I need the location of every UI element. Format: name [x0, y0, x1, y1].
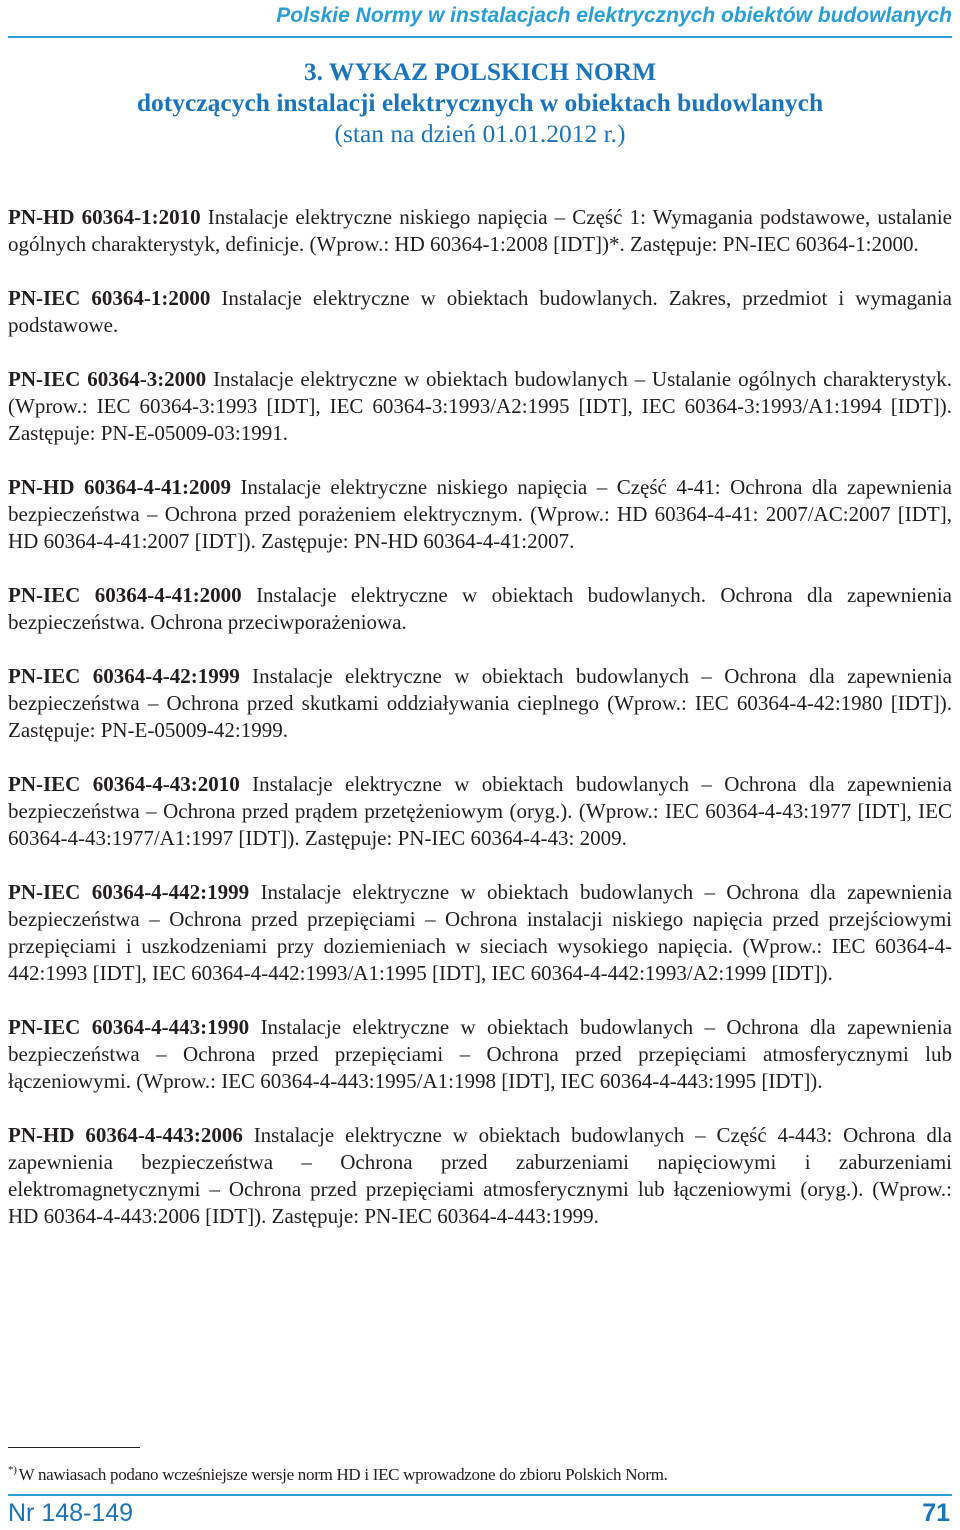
footnote-divider [8, 1447, 140, 1448]
footnote-mark: *) [8, 1464, 17, 1476]
footnote [8, 1459, 668, 1486]
standard-description: Instalacje elektryczne w obiektach budowlanych – Ochrona dla zapewnienia bezpieczeństwa – Ochrona przed skutkami oddziaływania cieplnego (Wprow.: IEC 60364-4-42:1980 [IDT]). Zastępuje: PN-E-05009-42:1999. [8, 664, 953, 742]
standard-code: PN-HD 60364-1:2010 [8, 205, 201, 229]
standard-code: PN-IEC 60364-4-43:2010 [8, 772, 240, 796]
section-title-line-1: 3. WYKAZ POLSKICH NORM [303, 57, 657, 86]
standard-description: Instalacje elektryczne w obiektach budowlanych – Ochrona dla zapewnienia bezpieczeństwa – Ochrona przed przepięciami – Ochrona instalacji niskiego napięcia przed przejściowymi przepięciami i uszkodzeniami przy doziemieniach w sieciach wysokiego napięcia. (Wprow.: IEC 60364-4-442:1993 [IDT], IEC 60364-4-442:1993/A1:1995 [IDT], IEC 60364-4-442:1993/A2:1999 [IDT]). [8, 880, 953, 985]
issue-number: Nr 148-149 [8, 1499, 134, 1527]
standard-code: PN-HD 60364-4-41:2009 [8, 475, 231, 499]
standard-code: PN-IEC 60364-4-443:1990 [8, 1015, 250, 1039]
standards-list [8, 204, 952, 1257]
standard-code: PN-IEC 60364-3:2000 [8, 367, 207, 391]
section-title [0, 56, 960, 149]
page-number: 71 [922, 1499, 950, 1527]
standard-code: PN-HD 60364-4-443:2006 [8, 1123, 243, 1147]
standard-description: Instalacje elektryczne w obiektach budowlanych – Część 4-443: Ochrona dla zapewnienia bezpieczeństwa – Ochrona przed zaburzeniami napięciowymi i zaburzeniami elektromagnetycznymi – Ochrona przed przepięciami atmosferycznymi lub łączeniowymi (oryg.). (Wprow.: HD 60364-4-443:2006 [IDT]). Zastępuje: PN-IEC 60364-4-443:1999. [8, 1123, 952, 1228]
footer-divider [8, 1494, 952, 1496]
header-divider [8, 36, 952, 38]
standard-description: Instalacje elektryczne w obiektach budowlanych – Ochrona dla zapewnienia bezpieczeństwa – Ochrona przed przepięciami – Ochrona przed przepięciami atmosferycznymi lub łączeniowymi. (Wprow.: IEC 60364-4-443:1995/A1:1998 [IDT], IEC 60364-4-443:1995 [IDT]). [8, 1015, 953, 1093]
standard-code: PN-IEC 60364-4-42:1999 [8, 664, 240, 688]
section-title-line-2: dotyczących instalacji elektrycznych w obiektach budowlanych [136, 88, 824, 117]
standard-entry [8, 1014, 952, 1095]
standard-code: PN-IEC 60364-4-41:2000 [8, 583, 242, 607]
standard-description: Instalacje elektryczne niskiego napięcia – Część 4-41: Ochrona dla zapewnienia bezpieczeństwa – Ochrona przed porażeniem elektrycznym. (Wprow.: HD 60364-4-41: 2007/AC:2007 [IDT], HD 60364-4-41:2007 [IDT]). Zastępuje: PN-HD 60364-4-41:2007. [8, 475, 952, 553]
standard-description: Instalacje elektryczne w obiektach budowlanych. Ochrona dla zapewnienia bezpieczeństwa. Ochrona przeciwporażeniowa. [8, 583, 952, 634]
standard-entry [8, 474, 952, 555]
standard-entry [8, 285, 952, 339]
standard-entry [8, 663, 952, 744]
standard-entry [8, 771, 952, 852]
standard-description: Instalacje elektryczne w obiektach budowlanych – Ochrona dla zapewnienia bezpieczeństwa – Ochrona przed prądem przetężeniowym (oryg.). (Wprow.: IEC 60364-4-43:1977 [IDT], IEC 60364-4-43:1977/A1:1997 [IDT]). Zastępuje: PN-IEC 60364-4-43: 2009. [8, 772, 953, 850]
standard-code: PN-IEC 60364-4-442:1999 [8, 880, 250, 904]
standard-entry [8, 582, 952, 636]
standard-entry [8, 879, 952, 987]
running-title: Polskie Normy w instalacjach elektrycznych obiektów budowlanych [276, 4, 952, 27]
footnote-text: W nawiasach podano wcześniejsze wersje norm HD i IEC wprowadzone do zbioru Polskich Norm. [18, 1465, 668, 1484]
standard-description: Instalacje elektryczne w obiektach budowlanych. Zakres, przedmiot i wymagania podstawowe. [8, 286, 953, 337]
standard-code: PN-IEC 60364-1:2000 [8, 286, 211, 310]
standard-entry [8, 1122, 952, 1230]
section-title-date: (stan na dzień 01.01.2012 r.) [334, 119, 626, 148]
standard-description: Instalacje elektryczne w obiektach budowlanych – Ustalanie ogólnych charakterystyk. (Wprow.: IEC 60364-3:1993 [IDT], IEC 60364-3:1993/A2:1995 [IDT], IEC 60364-3:1993/A1:1994 [IDT]). Zastępuje: PN-E-05009-03:1991. [8, 367, 952, 445]
standard-entry [8, 366, 952, 447]
standard-entry [8, 204, 952, 258]
standard-description: Instalacje elektryczne niskiego napięcia – Część 1: Wymagania podstawowe, ustalanie ogólnych charakterystyk, definicje. (Wprow.: HD 60364-1:2008 [IDT])*. Zastępuje: PN-IEC 60364-1:2000. [8, 205, 952, 256]
